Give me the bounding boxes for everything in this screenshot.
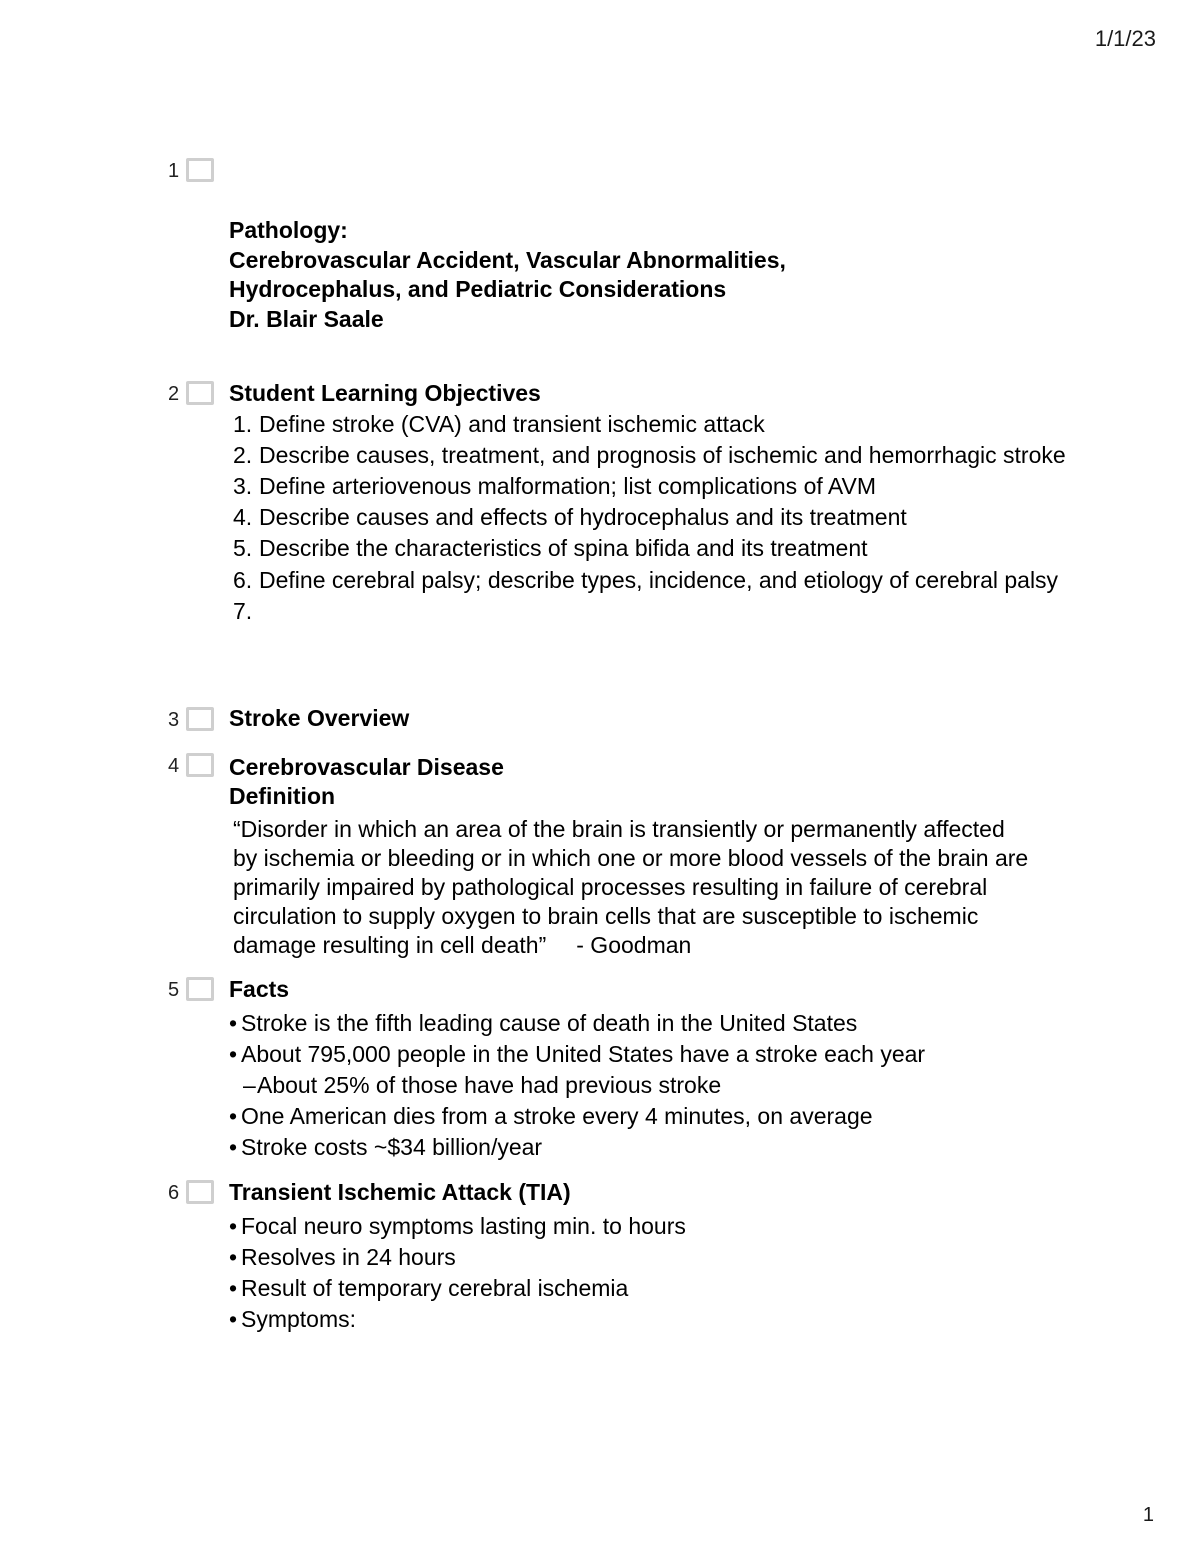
list-item: • Resolves in 24 hours	[229, 1244, 456, 1270]
list-item: • One American dies from a stroke every 4 minutes, on average	[229, 1103, 873, 1129]
title-line: Cerebrovascular Accident, Vascular Abnormalities,	[229, 246, 786, 273]
list-item: • Stroke costs ~$34 billion/year	[229, 1134, 543, 1160]
facts-list	[229, 1008, 925, 1163]
slide-number: 2	[168, 383, 180, 405]
definition-quote	[233, 815, 1033, 960]
slide-4-content	[229, 753, 1033, 960]
quote-source: - Goodman	[576, 932, 692, 958]
tia-list	[229, 1211, 686, 1335]
slide-checkbox[interactable]	[186, 381, 214, 405]
page-number: 1	[1142, 1504, 1154, 1526]
slide-number: 5	[168, 979, 180, 1001]
list-item: • About 795,000 people in the United States have a stroke each year	[229, 1041, 926, 1067]
list-item: • Stroke is the fifth leading cause of death in the United States	[229, 1010, 858, 1036]
title-line: Dr. Blair Saale	[229, 305, 384, 332]
quote-text: “Disorder in which an area of the brain is transiently or permanently affected by ischemia or bleeding or in which one or more blood vessels of the brain are primarily impaired by pathological processes resulting in failure of cerebral circulation to supply oxygen to brain cells that are susceptible to ischemic damage resulting in cell death”	[233, 816, 1029, 958]
slide-title: Transient Ischemic Attack (TIA)	[229, 1179, 571, 1205]
slide-title: Student Learning Objectives	[229, 380, 541, 406]
slide-title: Cerebrovascular Disease	[229, 754, 504, 780]
slide-number: 4	[168, 755, 180, 777]
list-item: 3. Define arteriovenous malformation; list complications of AVM	[233, 473, 877, 499]
list-item: 2. Describe causes, treatment, and prognosis of ischemic and hemorrhagic stroke	[233, 442, 1066, 468]
list-item: 4. Describe causes and effects of hydrocephalus and its treatment	[233, 504, 907, 530]
slide-2-content	[229, 379, 1066, 624]
list-item: • Focal neuro symptoms lasting min. to hours	[229, 1213, 686, 1239]
list-item: • Symptoms:	[229, 1306, 357, 1332]
slide-5-content	[229, 975, 925, 1163]
objectives-list: 1. Define stroke (CVA) and transient ischemic attack 2. Describe causes, treatment, and prognosis of ischemic and hemorrhagic stroke 3. Define arteriovenous malformation; list complications of AVM 4. Describe causes and effects of hydrocephalus and its treatment 5. Describe the characteristics of spina bifida and its treatment 6. Define cerebral palsy; describe types, incidence, and etiology of cerebral palsy 7.	[233, 411, 1066, 624]
title-line: Hydrocephalus, and Pediatric Considerations	[229, 276, 727, 302]
slide-subtitle: Definition	[229, 783, 336, 809]
slide-number: 3	[168, 709, 180, 731]
slide-1-title-block	[229, 216, 786, 334]
list-item: 6. Define cerebral palsy; describe types, incidence, and etiology of cerebral palsy	[233, 567, 1059, 593]
list-item: • Result of temporary cerebral ischemia	[229, 1275, 629, 1301]
slide-checkbox[interactable]	[186, 707, 214, 731]
title-line: Pathology:	[229, 217, 348, 243]
slide-number: 6	[168, 1182, 180, 1204]
list-item: 5. Describe the characteristics of spina bifida and its treatment	[233, 535, 868, 561]
slide-checkbox[interactable]	[186, 1180, 214, 1204]
slide-3-content	[229, 704, 409, 733]
slide-number: 1	[168, 160, 180, 182]
slide-checkbox[interactable]	[186, 158, 214, 182]
slide-checkbox[interactable]	[186, 977, 214, 1001]
slide-checkbox[interactable]	[186, 753, 214, 777]
slide-title: Facts	[229, 976, 290, 1002]
slide-6-content	[229, 1178, 686, 1335]
slide-title: Stroke Overview	[229, 705, 410, 731]
list-item: 1. Define stroke (CVA) and transient ischemic attack	[233, 411, 765, 437]
header-date: 1/1/23	[1094, 26, 1156, 51]
list-subitem: – About 25% of those have had previous stroke	[243, 1072, 722, 1098]
